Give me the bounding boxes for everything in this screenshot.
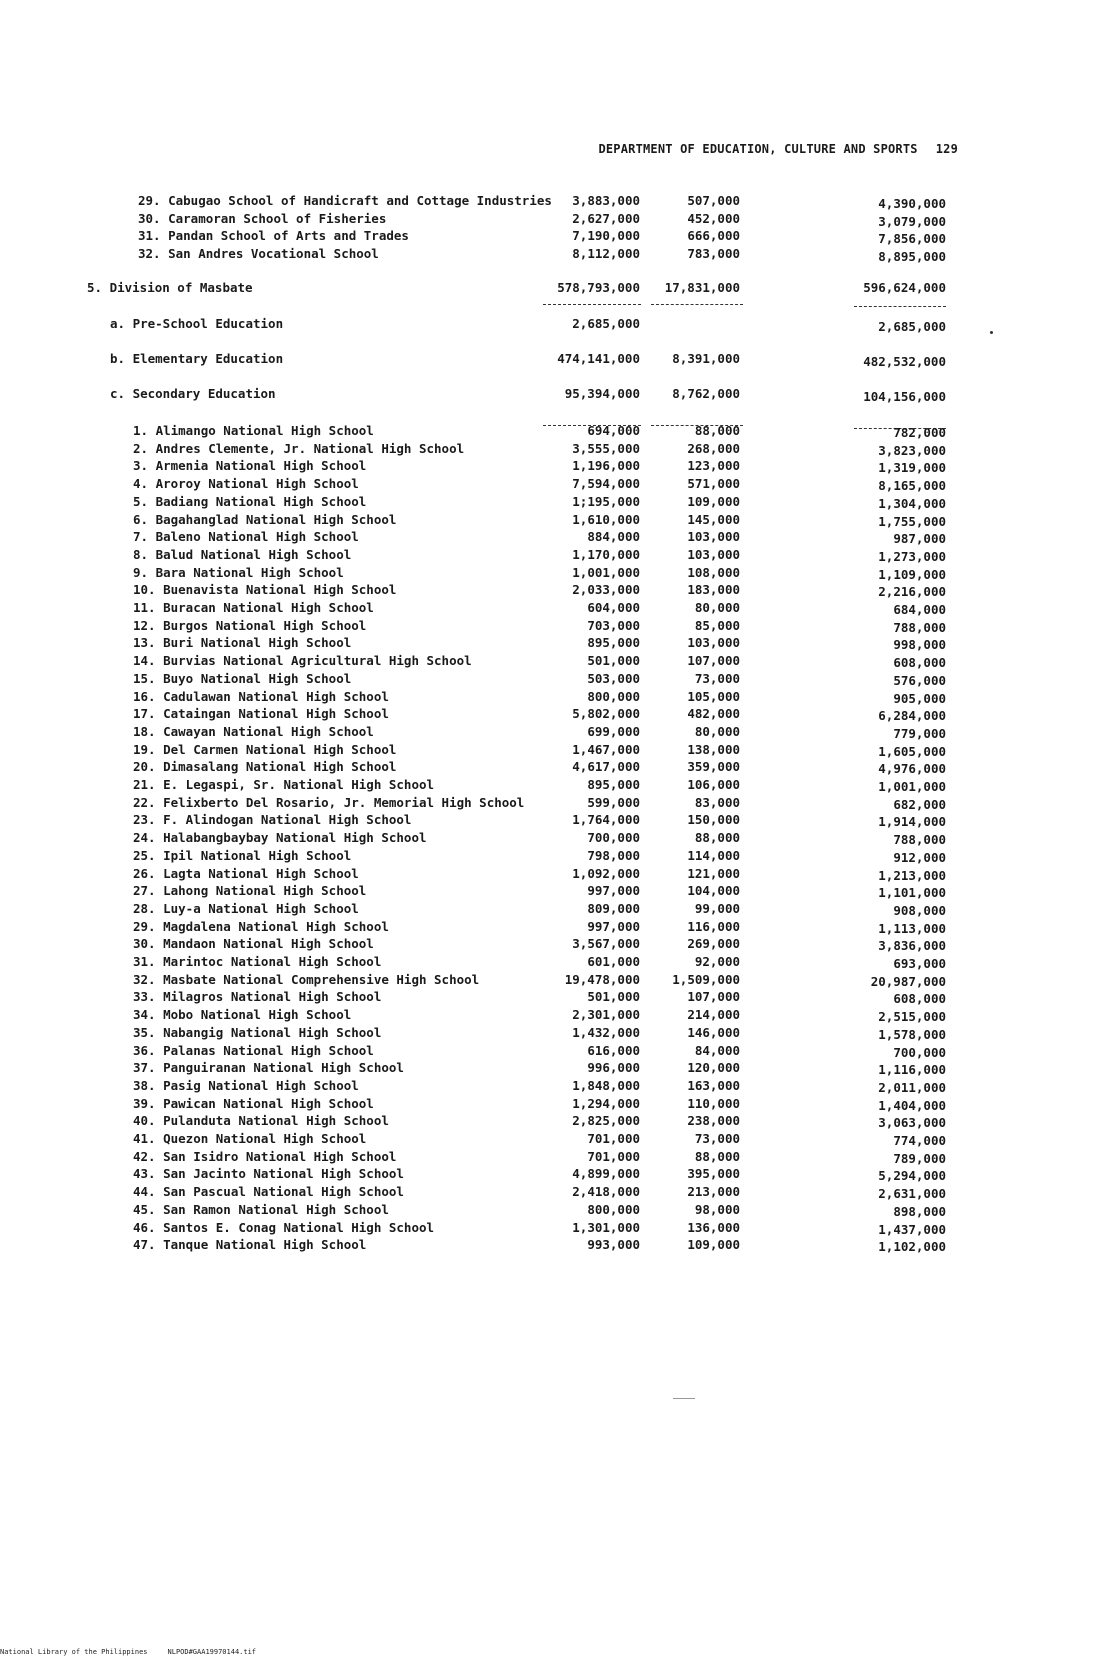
table-row [0, 759, 1118, 777]
amount-col-2: 213,000 [687, 1184, 740, 1200]
amount-col-1: 4,617,000 [572, 759, 640, 775]
amount-col-1: 2,627,000 [572, 210, 640, 226]
row-label: 21. E. Legaspi, Sr. National High School [133, 777, 435, 792]
amount-col-2: 103,000 [687, 529, 740, 545]
amount-col-1: 895,000 [587, 777, 640, 792]
table-row [0, 972, 1118, 990]
amount-col-3: 1,116,000 [878, 1062, 946, 1078]
row-label: c. Secondary Education [110, 386, 276, 401]
amount-col-2: 8,762,000 [672, 386, 740, 401]
amount-col-3: 6,284,000 [878, 708, 946, 724]
amount-col-3: 779,000 [893, 725, 946, 741]
table-row [0, 848, 1118, 866]
row-label: 10. Buenavista National High School [133, 582, 397, 598]
amount-col-1: 701,000 [587, 1131, 640, 1146]
row-label: 17. Cataingan National High School [133, 706, 389, 722]
division-amount-1: 578,793,000 [557, 280, 640, 295]
row-label: 28. Luy-a National High School [133, 900, 359, 916]
table-row [0, 1184, 1118, 1202]
row-label: 30. Caramoran School of Fisheries [138, 210, 387, 226]
row-label: 32. Masbate National Comprehensive High School [133, 971, 480, 987]
amount-col-2: 507,000 [687, 193, 740, 208]
amount-col-2: 120,000 [687, 1060, 740, 1076]
table-row [0, 386, 1118, 404]
page-header [598, 142, 958, 156]
scan-mark [673, 1398, 695, 1399]
amount-col-1: 1,294,000 [572, 1095, 640, 1111]
amount-col-1: 800,000 [587, 688, 640, 704]
amount-col-2: 107,000 [687, 653, 740, 669]
row-label: 31. Pandan School of Arts and Trades [138, 228, 409, 244]
amount-col-2: 183,000 [687, 582, 740, 598]
row-label: 34. Mobo National High School [133, 1007, 352, 1023]
amount-col-2: 8,391,000 [672, 351, 740, 366]
amount-col-3: 789,000 [893, 1150, 946, 1166]
amount-col-2: 145,000 [687, 511, 740, 527]
dash-rule [854, 306, 946, 307]
amount-col-2: 109,000 [687, 1237, 740, 1253]
row-label: 40. Pulanduta National High School [133, 1113, 389, 1129]
amount-col-1: 601,000 [587, 954, 640, 969]
table-row [0, 458, 1118, 476]
amount-col-1: 800,000 [587, 1201, 640, 1217]
amount-col-3: 1,213,000 [878, 867, 946, 883]
table-row [0, 919, 1118, 937]
amount-col-3: 608,000 [893, 655, 946, 671]
amount-col-2: 395,000 [687, 1166, 740, 1182]
amount-col-3: 1,914,000 [878, 814, 946, 830]
amount-col-3: 4,976,000 [878, 761, 946, 777]
row-label: 9. Bara National High School [133, 564, 344, 580]
amount-col-1: 1,196,000 [572, 458, 640, 474]
amount-col-3: 987,000 [893, 531, 946, 547]
amount-col-2: 238,000 [687, 1113, 740, 1129]
row-label: 43. San Jacinto National High School [133, 1166, 404, 1182]
amount-col-1: 1;195,000 [572, 493, 640, 509]
row-label: 19. Del Carmen National High School [133, 741, 397, 757]
amount-col-2: 103,000 [687, 546, 740, 562]
amount-col-2: 571,000 [687, 476, 740, 492]
amount-col-3: 908,000 [893, 902, 946, 918]
table-row [0, 1060, 1118, 1078]
amount-col-3: 3,836,000 [878, 938, 946, 954]
amount-col-1: 616,000 [587, 1042, 640, 1058]
amount-col-2: 73,000 [694, 670, 740, 686]
amount-col-2: 84,000 [694, 1042, 740, 1058]
amount-col-3: 3,823,000 [878, 442, 946, 458]
amount-col-1: 503,000 [587, 670, 640, 686]
amount-col-3: 1,102,000 [878, 1239, 946, 1255]
row-label: 25. Ipil National High School [133, 847, 352, 863]
amount-col-1: 3,555,000 [572, 440, 640, 456]
amount-col-2: 783,000 [687, 246, 740, 262]
amount-col-3: 693,000 [893, 956, 946, 971]
row-label: 23. F. Alindogan National High School [133, 812, 412, 828]
amount-col-3: 700,000 [893, 1044, 946, 1060]
row-label: 47. Tanque National High School [133, 1237, 367, 1253]
amount-col-3: 608,000 [893, 991, 946, 1007]
amount-col-2: 150,000 [687, 812, 740, 828]
table-row [0, 954, 1118, 972]
amount-col-2: 138,000 [687, 741, 740, 757]
amount-col-1: 699,000 [587, 723, 640, 739]
table-row [0, 565, 1118, 583]
row-label: 29. Cabugao School of Handicraft and Cottage Industries [138, 193, 552, 208]
table-row [0, 1220, 1118, 1238]
amount-col-1: 1,301,000 [572, 1219, 640, 1235]
table-row [0, 1096, 1118, 1114]
table-row [0, 866, 1118, 884]
amount-col-1: 2,301,000 [572, 1007, 640, 1023]
amount-col-1: 1,432,000 [572, 1024, 640, 1040]
amount-col-2: 88,000 [694, 423, 740, 438]
amount-col-1: 1,092,000 [572, 865, 640, 881]
amount-col-2: 1,509,000 [672, 971, 740, 987]
amount-col-2: 146,000 [687, 1024, 740, 1040]
table-row [0, 228, 1118, 246]
amount-col-3: 1,755,000 [878, 513, 946, 529]
division-amount-3: 596,624,000 [863, 280, 946, 295]
table-row [0, 1131, 1118, 1149]
amount-col-1: 2,825,000 [572, 1113, 640, 1129]
row-label: 6. Bagahanglad National High School [133, 511, 397, 527]
table-row [0, 653, 1118, 671]
amount-col-3: 905,000 [893, 690, 946, 706]
amount-col-1: 694,000 [587, 423, 640, 438]
table-row [0, 1078, 1118, 1096]
table-row [0, 351, 1118, 369]
amount-col-3: 2,011,000 [878, 1079, 946, 1095]
row-label: 29. Magdalena National High School [133, 918, 389, 934]
amount-col-3: 1,437,000 [878, 1221, 946, 1237]
amount-col-3: 1,273,000 [878, 548, 946, 564]
table-row [0, 618, 1118, 636]
amount-col-2: 116,000 [687, 918, 740, 934]
amount-col-1: 997,000 [587, 918, 640, 934]
table-row [0, 795, 1118, 813]
amount-col-2: 106,000 [687, 777, 740, 792]
amount-col-3: 1,001,000 [878, 779, 946, 794]
amount-col-3: 1,404,000 [878, 1097, 946, 1113]
amount-col-2: 269,000 [687, 936, 740, 952]
table-row [0, 582, 1118, 600]
amount-col-2: 163,000 [687, 1077, 740, 1093]
amount-col-3: 576,000 [893, 672, 946, 688]
row-label: 32. San Andres Vocational School [138, 246, 379, 262]
amount-col-1: 895,000 [587, 635, 640, 651]
page-footer [0, 1648, 256, 1656]
row-label: 35. Nabangig National High School [133, 1024, 382, 1040]
amount-col-1: 701,000 [587, 1148, 640, 1164]
amount-col-3: 788,000 [893, 619, 946, 635]
table-row [0, 671, 1118, 689]
amount-col-3: 3,079,000 [878, 213, 946, 229]
amount-col-1: 4,899,000 [572, 1166, 640, 1182]
table-row [0, 441, 1118, 459]
division-label: 5. Division of Masbate [87, 280, 253, 295]
amount-col-2: 104,000 [687, 883, 740, 899]
row-label: 18. Cawayan National High School [133, 723, 374, 739]
row-label: 7. Baleno National High School [133, 529, 359, 545]
amount-col-3: 4,390,000 [878, 196, 946, 211]
table-row [0, 989, 1118, 1007]
row-label: 44. San Pascual National High School [133, 1184, 404, 1200]
amount-col-2: 110,000 [687, 1095, 740, 1111]
amount-col-3: 684,000 [893, 602, 946, 617]
table-row [0, 1007, 1118, 1025]
amount-col-2: 109,000 [687, 493, 740, 509]
table-row [0, 883, 1118, 901]
table-row [0, 423, 1118, 441]
amount-col-3: 912,000 [893, 849, 946, 865]
row-label: 11. Buracan National High School [133, 600, 374, 615]
amount-col-3: 782,000 [893, 425, 946, 440]
row-label: 12. Burgos National High School [133, 617, 367, 633]
row-label: a. Pre-School Education [110, 316, 284, 331]
row-label: 1. Alimango National High School [133, 423, 374, 438]
amount-col-2: 73,000 [694, 1131, 740, 1146]
amount-col-3: 998,000 [893, 637, 946, 653]
amount-col-1: 19,478,000 [564, 971, 640, 987]
amount-col-2: 98,000 [694, 1201, 740, 1217]
row-label: 5. Badiang National High School [133, 493, 367, 509]
amount-col-1: 3,567,000 [572, 936, 640, 952]
amount-col-1: 997,000 [587, 883, 640, 899]
row-label: 22. Felixberto Del Rosario, Jr. Memorial High School [133, 794, 525, 810]
row-label: 26. Lagta National High School [133, 865, 359, 881]
amount-col-1: 1,467,000 [572, 741, 640, 757]
amount-col-3: 104,156,000 [863, 389, 946, 404]
amount-col-2: 123,000 [687, 458, 740, 474]
row-label: 15. Buyo National High School [133, 670, 352, 686]
amount-col-3: 1,578,000 [878, 1026, 946, 1042]
amount-col-3: 774,000 [893, 1133, 946, 1148]
amount-col-1: 8,112,000 [572, 246, 640, 262]
amount-col-3: 898,000 [893, 1203, 946, 1219]
amount-col-3: 1,605,000 [878, 743, 946, 759]
table-row [0, 689, 1118, 707]
amount-col-2: 85,000 [694, 617, 740, 633]
row-label: 46. Santos E. Conag National High School [133, 1219, 435, 1235]
row-label: 41. Quezon National High School [133, 1131, 367, 1146]
row-label: 24. Halabangbaybay National High School [133, 830, 427, 846]
table-row [0, 494, 1118, 512]
dash-rule [543, 304, 641, 305]
table-row [0, 936, 1118, 954]
amount-col-3: 2,216,000 [878, 584, 946, 600]
amount-col-1: 1,170,000 [572, 546, 640, 562]
amount-col-3: 20,987,000 [870, 973, 946, 989]
table-row [0, 1113, 1118, 1131]
division-amount-2: 17,831,000 [664, 280, 740, 295]
row-label: b. Elementary Education [110, 351, 284, 366]
amount-col-1: 95,394,000 [564, 386, 640, 401]
division-row [0, 280, 1118, 298]
amount-col-3: 5,294,000 [878, 1168, 946, 1184]
amount-col-2: 107,000 [687, 989, 740, 1005]
row-label: 31. Marintoc National High School [133, 954, 382, 969]
amount-col-3: 682,000 [893, 796, 946, 812]
amount-col-3: 2,685,000 [878, 319, 946, 334]
row-label: 36. Palanas National High School [133, 1042, 374, 1058]
amount-col-3: 788,000 [893, 832, 946, 848]
table-row [0, 830, 1118, 848]
footer-library: National Library of the Philippines [0, 1648, 148, 1656]
row-label: 4. Aroroy National High School [133, 476, 359, 492]
row-label: 37. Panguiranan National High School [133, 1060, 404, 1076]
row-label: 13. Buri National High School [133, 635, 352, 651]
amount-col-1: 996,000 [587, 1060, 640, 1076]
amount-col-3: 1,319,000 [878, 460, 946, 476]
amount-col-2: 92,000 [694, 954, 740, 969]
amount-col-2: 268,000 [687, 440, 740, 456]
table-row [0, 529, 1118, 547]
table-row [0, 246, 1118, 264]
amount-col-3: 2,631,000 [878, 1186, 946, 1202]
table-row [0, 706, 1118, 724]
amount-col-1: 809,000 [587, 900, 640, 916]
amount-col-1: 1,001,000 [572, 564, 640, 580]
amount-col-2: 80,000 [694, 723, 740, 739]
amount-col-1: 7,594,000 [572, 476, 640, 492]
table-row [0, 1166, 1118, 1184]
amount-col-3: 3,063,000 [878, 1115, 946, 1131]
table-row [0, 777, 1118, 795]
amount-col-1: 1,764,000 [572, 812, 640, 828]
amount-col-2: 80,000 [694, 600, 740, 615]
table-row [0, 724, 1118, 742]
amount-col-1: 501,000 [587, 989, 640, 1005]
amount-col-2: 666,000 [687, 228, 740, 244]
amount-col-3: 8,895,000 [878, 249, 946, 265]
amount-col-3: 1,304,000 [878, 495, 946, 511]
amount-col-1: 993,000 [587, 1237, 640, 1253]
table-row [0, 547, 1118, 565]
table-row [0, 512, 1118, 530]
table-row [0, 193, 1118, 211]
amount-col-3: 8,165,000 [878, 478, 946, 494]
table-row [0, 1043, 1118, 1061]
amount-col-2: 482,000 [687, 706, 740, 722]
row-label: 14. Burvias National Agricultural High School [133, 653, 472, 669]
row-label: 16. Cadulawan National High School [133, 688, 389, 704]
dash-rule [651, 304, 743, 305]
row-label: 30. Mandaon National High School [133, 936, 374, 952]
amount-col-1: 1,610,000 [572, 511, 640, 527]
amount-col-2: 136,000 [687, 1219, 740, 1235]
amount-col-1: 884,000 [587, 529, 640, 545]
amount-col-2: 108,000 [687, 564, 740, 580]
amount-col-3: 1,113,000 [878, 920, 946, 936]
table-row [0, 635, 1118, 653]
table-row [0, 901, 1118, 919]
amount-col-3: 1,101,000 [878, 885, 946, 901]
amount-col-1: 2,685,000 [572, 316, 640, 331]
table-row [0, 600, 1118, 618]
row-label: 45. San Ramon National High School [133, 1201, 389, 1217]
amount-col-1: 3,883,000 [572, 193, 640, 208]
amount-col-1: 798,000 [587, 847, 640, 863]
amount-col-2: 121,000 [687, 865, 740, 881]
amount-col-3: 1,109,000 [878, 566, 946, 582]
amount-col-2: 114,000 [687, 847, 740, 863]
row-label: 20. Dimasalang National High School [133, 759, 397, 775]
amount-col-2: 214,000 [687, 1007, 740, 1023]
scan-dot [990, 331, 993, 334]
amount-col-2: 359,000 [687, 759, 740, 775]
amount-col-1: 7,190,000 [572, 228, 640, 244]
table-row [0, 316, 1118, 334]
amount-col-3: 482,532,000 [863, 354, 946, 369]
table-row [0, 812, 1118, 830]
footer-file: NLPOD#GAA19970144.tif [167, 1648, 257, 1656]
table-row [0, 742, 1118, 760]
row-label: 27. Lahong National High School [133, 883, 367, 899]
amount-col-1: 604,000 [587, 600, 640, 615]
table-row [0, 1237, 1118, 1255]
table-row [0, 211, 1118, 229]
amount-col-2: 103,000 [687, 635, 740, 651]
row-label: 39. Pawican National High School [133, 1095, 374, 1111]
amount-col-3: 7,856,000 [878, 231, 946, 247]
amount-col-2: 83,000 [694, 794, 740, 810]
page-number: 129 [935, 142, 958, 156]
amount-col-1: 2,033,000 [572, 582, 640, 598]
row-label: 38. Pasig National High School [133, 1077, 359, 1093]
amount-col-1: 2,418,000 [572, 1184, 640, 1200]
amount-col-1: 599,000 [587, 794, 640, 810]
table-row [0, 1202, 1118, 1220]
table-row [0, 1149, 1118, 1167]
header-title: DEPARTMENT OF EDUCATION, CULTURE AND SPORTS [598, 142, 918, 156]
amount-col-1: 700,000 [587, 830, 640, 846]
amount-col-2: 88,000 [694, 830, 740, 846]
table-row [0, 1025, 1118, 1043]
amount-col-1: 1,848,000 [572, 1077, 640, 1093]
amount-col-1: 5,802,000 [572, 706, 640, 722]
amount-col-2: 452,000 [687, 210, 740, 226]
amount-col-2: 99,000 [694, 900, 740, 916]
row-label: 33. Milagros National High School [133, 989, 382, 1005]
amount-col-1: 474,141,000 [557, 351, 640, 366]
amount-col-2: 105,000 [687, 688, 740, 704]
amount-col-1: 501,000 [587, 653, 640, 669]
amount-col-1: 703,000 [587, 617, 640, 633]
table-row [0, 476, 1118, 494]
row-label: 3. Armenia National High School [133, 458, 367, 474]
row-label: 2. Andres Clemente, Jr. National High School [133, 440, 465, 456]
amount-col-2: 88,000 [694, 1148, 740, 1164]
row-label: 8. Balud National High School [133, 546, 352, 562]
amount-col-3: 2,515,000 [878, 1009, 946, 1025]
row-label: 42. San Isidro National High School [133, 1148, 397, 1164]
